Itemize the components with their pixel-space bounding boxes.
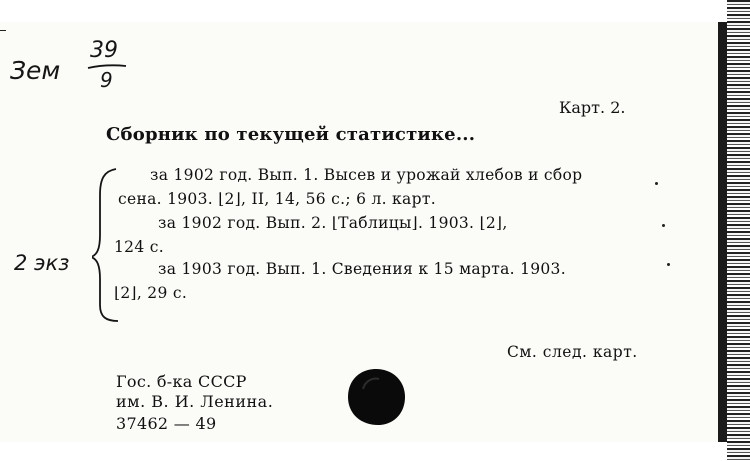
margin-copies-note: 2 экз — [14, 251, 70, 275]
print-order-number: 37462 — 49 — [116, 414, 217, 433]
card-title: Сборник по текущей статистике... — [106, 124, 476, 145]
stray-dot — [667, 263, 670, 266]
library-dedication: им. В. И. Ленина. — [116, 392, 274, 411]
stray-dot — [662, 224, 665, 227]
entry-line: сена. 1903. ⌊2⌋, II, 14, 56 с.; 6 л. карт. — [118, 190, 436, 208]
entry-line: ⌊2⌋, 29 с. — [114, 284, 188, 302]
neighbor-card-edge — [727, 0, 750, 461]
entry-line: 124 с. — [114, 238, 164, 256]
card-number: Карт. 2. — [559, 98, 626, 117]
stray-dot — [655, 182, 658, 185]
corner-mark — [0, 30, 6, 31]
entry-line: за 1902 год. Вып. 2. ⌊Таблицы⌋. 1903. ⌊2⌋, — [158, 214, 508, 232]
call-number-prefix: Зем — [10, 56, 61, 85]
scan-bottom-margin — [0, 442, 750, 461]
see-next-card: См. след. карт. — [507, 343, 638, 361]
call-number-denominator: 9 — [100, 68, 113, 92]
library-name: Гос. б-ка СССР — [116, 372, 247, 391]
entry-line: за 1903 год. Вып. 1. Сведения к 15 марта. 1903. — [158, 260, 566, 278]
handwritten-call-number — [10, 38, 130, 92]
card-right-border — [718, 22, 727, 442]
scan-top-margin — [0, 0, 750, 22]
entry-line: за 1902 год. Вып. 1. Высев и урожай хлебов и сбор — [150, 166, 583, 184]
call-number-numerator: 39 — [90, 38, 118, 63]
hole-punch-blot — [345, 367, 407, 427]
